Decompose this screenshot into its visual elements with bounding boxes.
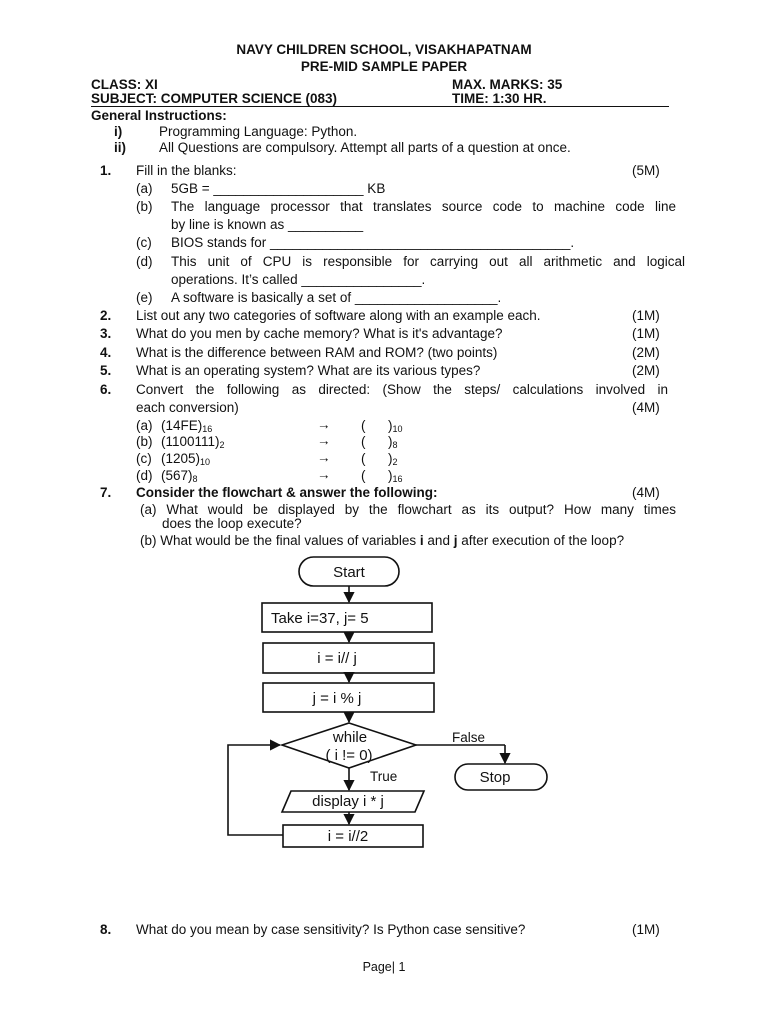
question-marks: (4M) xyxy=(632,400,660,415)
sub-text: operations. It’s called ________________. xyxy=(171,272,426,287)
question-text: What do you men by cache memory? What is it's advantage? xyxy=(136,326,503,341)
question-marks: (2M) xyxy=(632,363,660,378)
max-marks: MAX. MARKS: 35 xyxy=(452,77,563,92)
instruction-text: Programming Language: Python. xyxy=(159,124,358,139)
true-label: True xyxy=(370,769,398,784)
step1-label: i = i// j xyxy=(317,650,357,667)
conversion-value: $(567)_8$ xyxy=(161,468,198,484)
question-marks: (4M) xyxy=(632,485,660,500)
question-text: What is an operating system? What are its various types? xyxy=(136,363,481,378)
answer-open-bracket: ( xyxy=(361,418,366,433)
sub-label: (b) xyxy=(136,434,153,449)
answer-close-bracket: )$_{16}$ xyxy=(388,468,403,484)
base-subscript: 2 xyxy=(219,440,225,450)
question-marks: (1M) xyxy=(632,922,660,937)
answer-open-bracket: ( xyxy=(361,434,366,449)
variable-i: i xyxy=(419,533,424,548)
sub-label: (b) xyxy=(136,199,153,214)
sub-label: (e) xyxy=(136,290,153,305)
question-number: 5. xyxy=(100,363,112,378)
subject-label: SUBJECT: COMPUTER SCIENCE (083) xyxy=(91,91,338,106)
answer-close-bracket: )$_2$ xyxy=(388,451,398,467)
sub-text: by line is known as __________ xyxy=(171,217,364,232)
answer-close-bracket: )$_8$ xyxy=(388,434,398,450)
sub-text: This unit of CPU is responsible for carrying out all arithmetic and logical xyxy=(171,254,685,269)
display-label: display i * j xyxy=(312,793,384,810)
sub-label: (c) xyxy=(136,235,152,250)
question-number: 7. xyxy=(100,485,112,500)
start-label: Start xyxy=(333,564,365,581)
instruction-text: All Questions are compulsory. Attempt all parts of a question at once. xyxy=(159,140,571,155)
sub-label: (a) xyxy=(136,418,153,433)
instructions-title: General Instructions: xyxy=(91,108,227,123)
time-label: TIME: 1:30 HR. xyxy=(452,91,547,106)
answer-open-bracket: ( xyxy=(361,451,366,466)
instruction-number: ii) xyxy=(114,140,126,155)
base-subscript: 16 xyxy=(392,474,403,484)
sub-text: The language processor that translates source code to machine code line xyxy=(171,199,676,214)
sub-label: (d) xyxy=(136,468,153,483)
sub-text: does the loop execute? xyxy=(162,516,302,531)
stop-label: Stop xyxy=(479,769,511,786)
step2-label: j = i % j xyxy=(312,690,362,707)
condition-label: while xyxy=(332,729,368,746)
question-text: What do you mean by case sensitivity? Is Python case sensitive? xyxy=(136,922,526,937)
base-subscript: 8 xyxy=(192,474,198,484)
arrow-icon: → xyxy=(317,417,331,432)
answer-close-bracket: )$_{10}$ xyxy=(388,418,403,434)
arrow-icon: → xyxy=(317,433,331,448)
false-label: False xyxy=(452,730,486,745)
school-name: NAVY CHILDREN SCHOOL, VISAKHAPATNAM xyxy=(236,42,532,57)
arrow-icon: → xyxy=(317,467,331,482)
answer-open-bracket: ( xyxy=(361,468,366,483)
question-text: What is the difference between RAM and ROM? (two points) xyxy=(136,345,498,360)
question-number: 3. xyxy=(100,326,112,341)
class-label: CLASS: XI xyxy=(91,77,158,92)
question-number: 8. xyxy=(100,922,112,937)
base-subscript: 10 xyxy=(392,424,403,434)
question-text: Convert the following as directed: (Show the steps/ calculations involved in xyxy=(136,382,668,397)
question-text: Consider the flowchart & answer the following: xyxy=(136,485,438,500)
question-text: List out any two categories of software along with an example each. xyxy=(136,308,541,323)
sub-label: (a) xyxy=(136,181,153,196)
init-label: Take i=37, j= 5 xyxy=(271,610,369,627)
condition-expression: ( i != 0) xyxy=(325,747,373,764)
instruction-number: i) xyxy=(114,124,123,139)
question-number: 2. xyxy=(100,308,112,323)
step3-label: i = i//2 xyxy=(327,828,369,845)
question-marks: (5M) xyxy=(632,163,660,178)
base-subscript: 8 xyxy=(392,440,398,450)
loop-back-arrow xyxy=(228,745,283,835)
conversion-value: $(1205)_{10}$ xyxy=(161,451,211,467)
question-number: 4. xyxy=(100,345,112,360)
sub-text: A software is basically a set of ___________________. xyxy=(171,290,502,305)
conversion-value: $(14FE)_{16}$ xyxy=(161,418,213,434)
sub-text: BIOS stands for ________________________________________. xyxy=(171,235,575,250)
arrow-icon: → xyxy=(317,450,331,465)
page-number: Page| 1 xyxy=(362,960,406,974)
question-marks: (1M) xyxy=(632,308,660,323)
question-text: Fill in the blanks: xyxy=(136,163,237,178)
paper-title: PRE-MID SAMPLE PAPER xyxy=(300,59,468,74)
base-subscript: 16 xyxy=(202,424,213,434)
question-marks: (1M) xyxy=(632,326,660,341)
sub-text: 5GB = ____________________ KB xyxy=(171,181,386,196)
sub-text: (b) What would be the final values of variables i and j after execution of the loop? xyxy=(140,533,625,548)
base-subscript: 10 xyxy=(200,457,211,467)
base-subscript: 2 xyxy=(392,457,398,467)
sub-label: (c) xyxy=(136,451,152,466)
question-number: 6. xyxy=(100,382,112,397)
sub-text: (a) What would be displayed by the flowchart as its output? How many times xyxy=(140,502,676,517)
question-marks: (2M) xyxy=(632,345,660,360)
sub-label: (d) xyxy=(136,254,153,269)
conversion-value: $(1100111)_2$ xyxy=(161,434,225,450)
question-number: 1. xyxy=(100,163,112,178)
variable-j: j xyxy=(453,533,458,548)
question-text: each conversion) xyxy=(136,400,239,415)
